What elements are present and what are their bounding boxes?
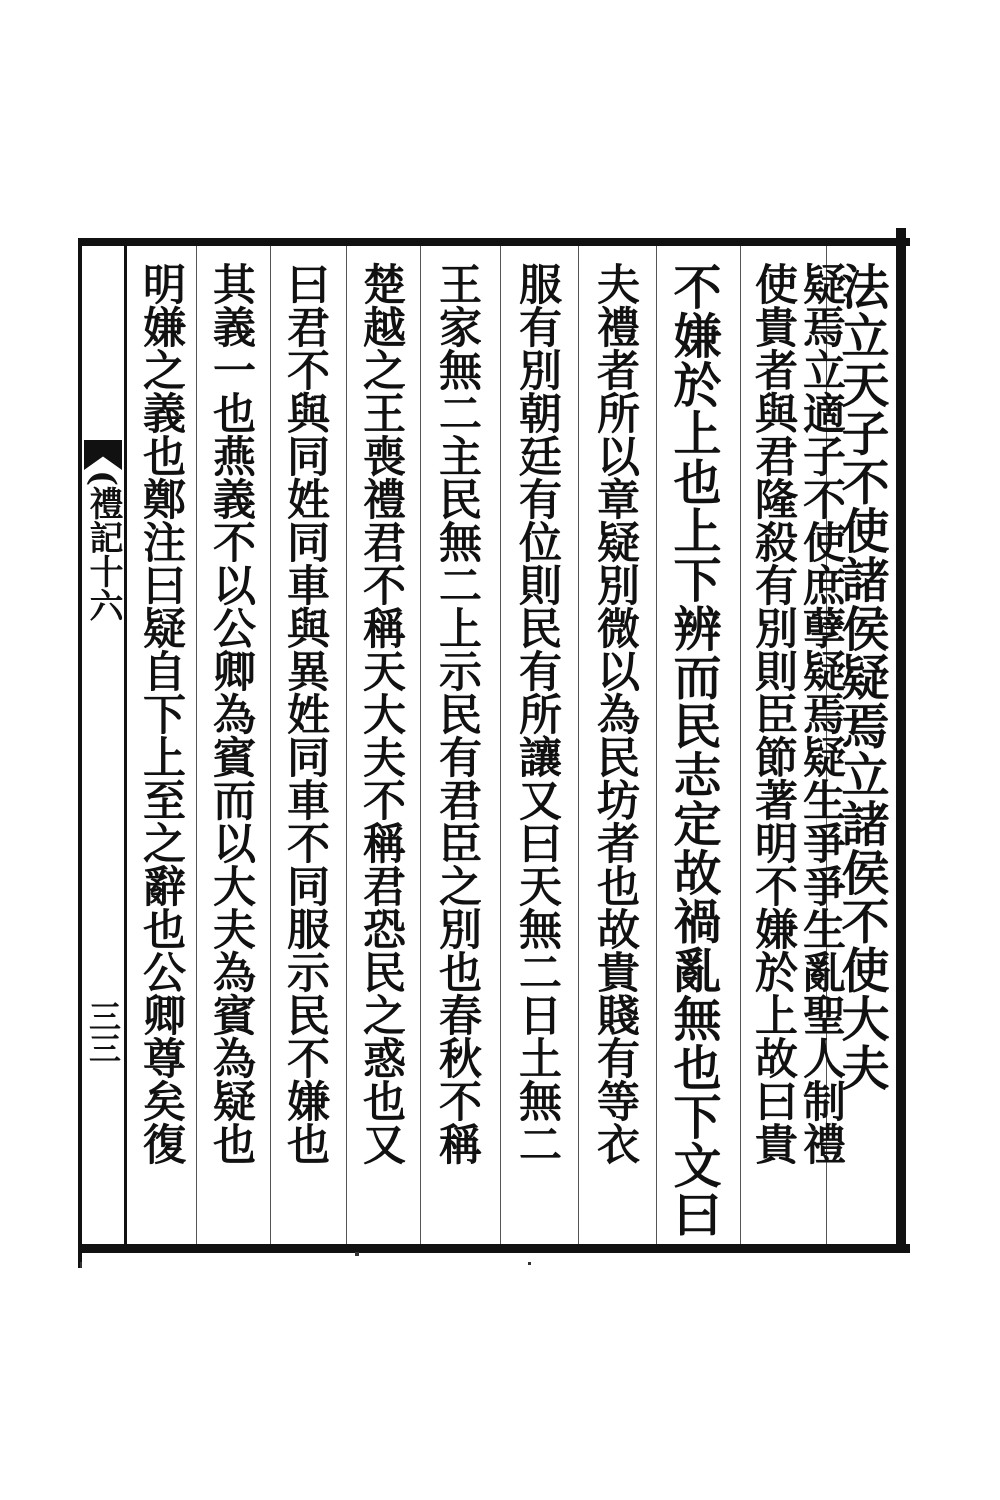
- text-column-2: 疑焉立適子不使庶孽疑焉疑生爭爭生亂聖人制禮: [796, 262, 846, 1165]
- text-column-1: 法立天子不使諸侯疑焉立諸侯不使大夫: [833, 262, 889, 1092]
- text-column-4: 不嫌於上也上下辨而民志定故禍亂無也下文曰: [665, 262, 721, 1238]
- frame-right-border: [896, 228, 906, 1253]
- text-column-11: 明嫌之義也鄭注曰疑自下上至之辭也公卿尊矣復: [136, 262, 186, 1165]
- text-column-7: 王家無二主民無二上示民有君臣之別也春秋不稱: [432, 262, 482, 1165]
- ink-speck: [528, 1262, 531, 1265]
- column-rule: [420, 246, 421, 1244]
- frame-bottom-border: [80, 1244, 910, 1253]
- column-rule: [578, 246, 579, 1244]
- text-column-10: 其義一也燕義不以公卿為賓而以大夫為賓為疑也: [206, 262, 256, 1165]
- column-rule: [270, 246, 271, 1244]
- text-column-8: 楚越之王喪禮君不稱天大夫不稱君恐民之惑也又: [356, 262, 406, 1165]
- center-fold-line: [124, 238, 127, 1250]
- text-column-3: 使貴者與君隆殺有別則臣節著明不嫌於上故曰貴: [748, 262, 798, 1165]
- frame-left-border: [78, 238, 82, 1268]
- column-rule: [740, 246, 741, 1244]
- text-column-9: 曰君不與同姓同車與異姓同車不同服示民不嫌也: [280, 262, 330, 1165]
- column-rule: [656, 246, 657, 1244]
- text-column-6: 服有別朝廷有位則民有所讓又曰天無二日土無二: [512, 262, 562, 1165]
- fish-tail-mark: [84, 440, 122, 470]
- column-rule: [196, 246, 197, 1244]
- center-page-number: 三三: [84, 1000, 122, 1064]
- column-rule: [500, 246, 501, 1244]
- ink-speck: [80, 1262, 82, 1268]
- frame-top-border: [80, 238, 910, 246]
- ink-speck: [355, 1252, 359, 1256]
- text-column-5: 夫禮者所以章疑別微以為民坊者也故貴賤有等衣: [590, 262, 640, 1165]
- center-chapter-label: (禮記十六: [83, 470, 123, 623]
- column-rule: [346, 246, 347, 1244]
